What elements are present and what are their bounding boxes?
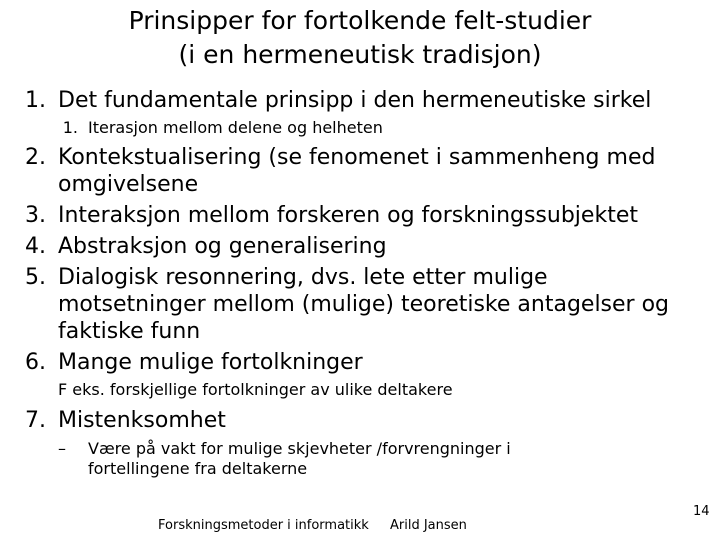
item-text-5-line-3: faktiske funn bbox=[58, 319, 201, 344]
item-number-4: 4. bbox=[25, 234, 46, 259]
item-number-3: 3. bbox=[25, 203, 46, 228]
item-number-5: 5. bbox=[25, 265, 46, 290]
item-number-6: 6. bbox=[25, 350, 46, 375]
subitem-text-6: F eks. forskjellige fortolkninger av ulike deltakere bbox=[58, 380, 453, 399]
slide-title bbox=[0, 4, 720, 72]
item-text-2-line-1: Kontekstualisering (se fenomenet i sammenheng med bbox=[58, 145, 656, 170]
item-number-7: 7. bbox=[25, 408, 46, 433]
item-number-1: 1. bbox=[25, 88, 46, 113]
item-number-2: 2. bbox=[25, 145, 46, 170]
item-text-5-line-2: motsetninger mellom (mulige) teoretiske antagelser og bbox=[58, 292, 670, 317]
footer-author: Arild Jansen bbox=[390, 518, 467, 533]
item-text-2-line-2: omgivelsene bbox=[58, 172, 199, 197]
slide-title-line-1: Prinsipper for fortolkende felt-studier bbox=[128, 6, 592, 35]
item-text-1: Det fundamentale prinsipp i den hermeneutiske sirkel bbox=[58, 88, 652, 113]
item-text-3: Interaksjon mellom forskeren og forskningssubjektet bbox=[58, 203, 638, 228]
footer-course: Forskningsmetoder i informatikk bbox=[158, 518, 369, 533]
subitem-number-1: 1. bbox=[62, 118, 78, 137]
slide-number: 14 bbox=[693, 504, 710, 519]
item-text-5-line-1: Dialogisk resonnering, dvs. lete etter mulige bbox=[58, 265, 548, 290]
subitem-dash-7: – bbox=[58, 439, 66, 458]
item-text-7: Mistenksomhet bbox=[58, 408, 226, 433]
item-text-4: Abstraksjon og generalisering bbox=[58, 234, 387, 259]
subitem-text-7-line-2: fortellingene fra deltakerne bbox=[88, 459, 308, 478]
subitem-text-7-line-1: Være på vakt for mulige skjevheter /forvrengninger i bbox=[88, 439, 511, 458]
subitem-text-1: Iterasjon mellom delene og helheten bbox=[88, 118, 383, 137]
slide-title-line-2: (i en hermeneutisk tradisjon) bbox=[178, 40, 542, 69]
item-text-6: Mange mulige fortolkninger bbox=[58, 350, 363, 375]
